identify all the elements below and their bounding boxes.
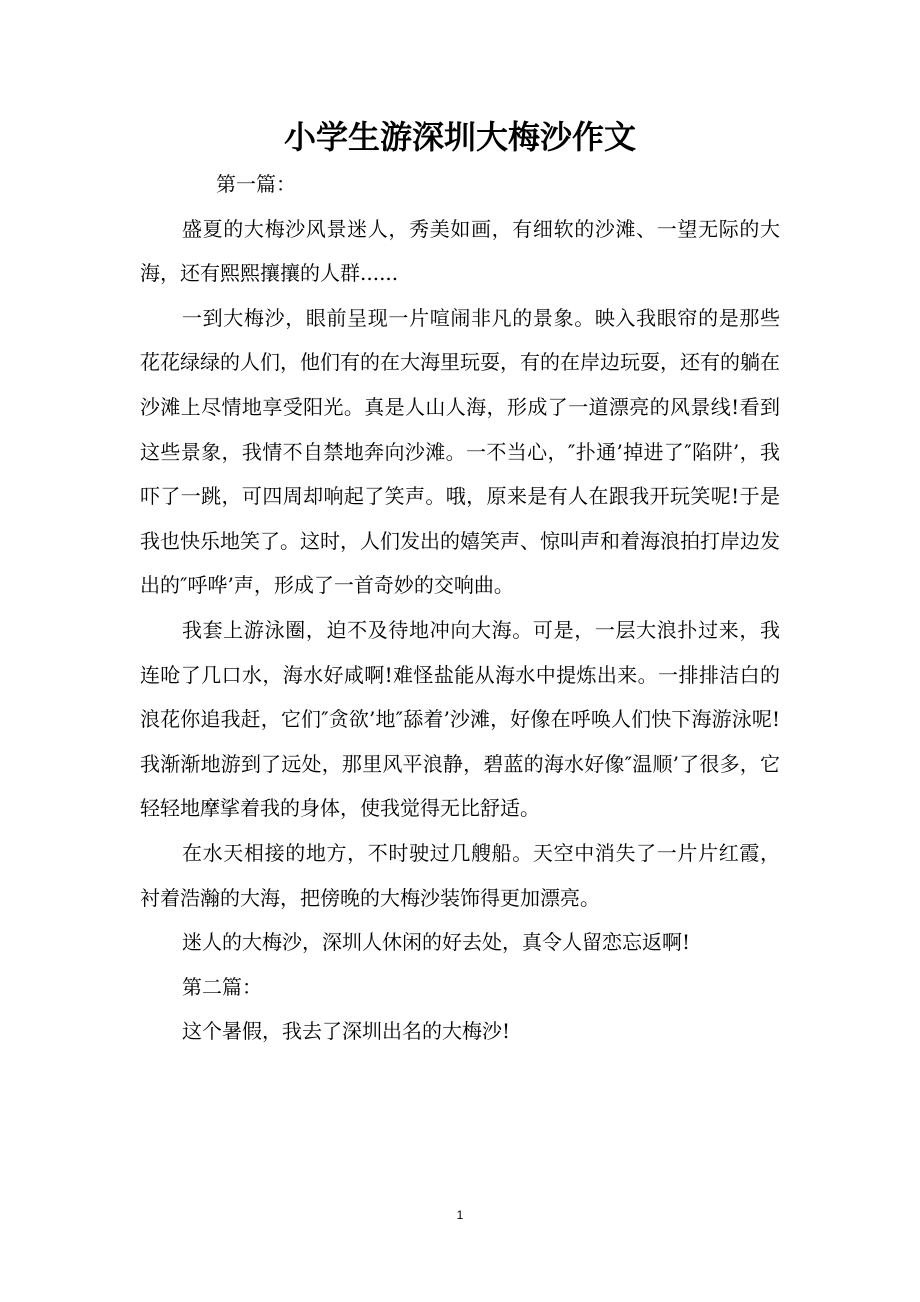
section-heading-2: 第二篇： [182,974,262,999]
section-heading-1: 第一篇： [216,172,296,196]
document-body [140,162,780,1054]
paragraph-6: 这个暑假，我去了深圳出名的大梅沙! [182,1019,511,1044]
paragraph-5: 迷人的大梅沙，深圳人休闲的好去处，真令人留恋忘返啊! [182,930,691,955]
paragraph-1: 盛夏的大梅沙风景迷人，秀美如画，有细软的沙滩、一望无际的大海，还有熙熙攘攘的人群...... [140,216,780,286]
paragraph-4: 在水天相接的地方，不时驶过几艘船。天空中消失了一片片红霞，衬着浩瀚的大海，把傍晚的大梅沙装饰得更加漂亮。 [140,840,780,910]
document-title: 小学生游深圳大梅沙作文 [283,118,636,156]
paragraph-3: 我套上游泳圈，迫不及待地冲向大海。可是，一层大浪扑过来，我连呛了几口水，海水好咸啊!难怪盐能从海水中提炼出来。一排排洁白的浪花你追我赶，它们″贪欲’地″舔着’沙滩，好像在呼唤人们快下海游泳呢!我渐渐地游到了远处，那里风平浪静，碧蓝的海水好像″温顺’了很多，它轻轻地摩挲着我的身体，使我觉得无比舒适。 [140,617,780,821]
paragraph-2: 一到大梅沙，眼前呈现一片喧闹非凡的景象。映入我眼帘的是那些花花绿绿的人们，他们有的在大海里玩耍，有的在岸边玩耍，还有的躺在沙滩上尽情地享受阳光。真是人山人海，形成了一道漂亮的风景线!看到这些景象，我情不自禁地奔向沙滩。一不当心，″扑通’掉进了″陷阱’，我吓了一跳，可四周却响起了笑声。哦，原来是有人在跟我开玩笑呢!于是我也快乐地笑了。这时，人们发出的嬉笑声、惊叫声和着海浪拍打岸边发出的″呼哗’声，形成了一首奇妙的交响曲。 [140,305,780,598]
page-number: 1 [456,1208,464,1222]
